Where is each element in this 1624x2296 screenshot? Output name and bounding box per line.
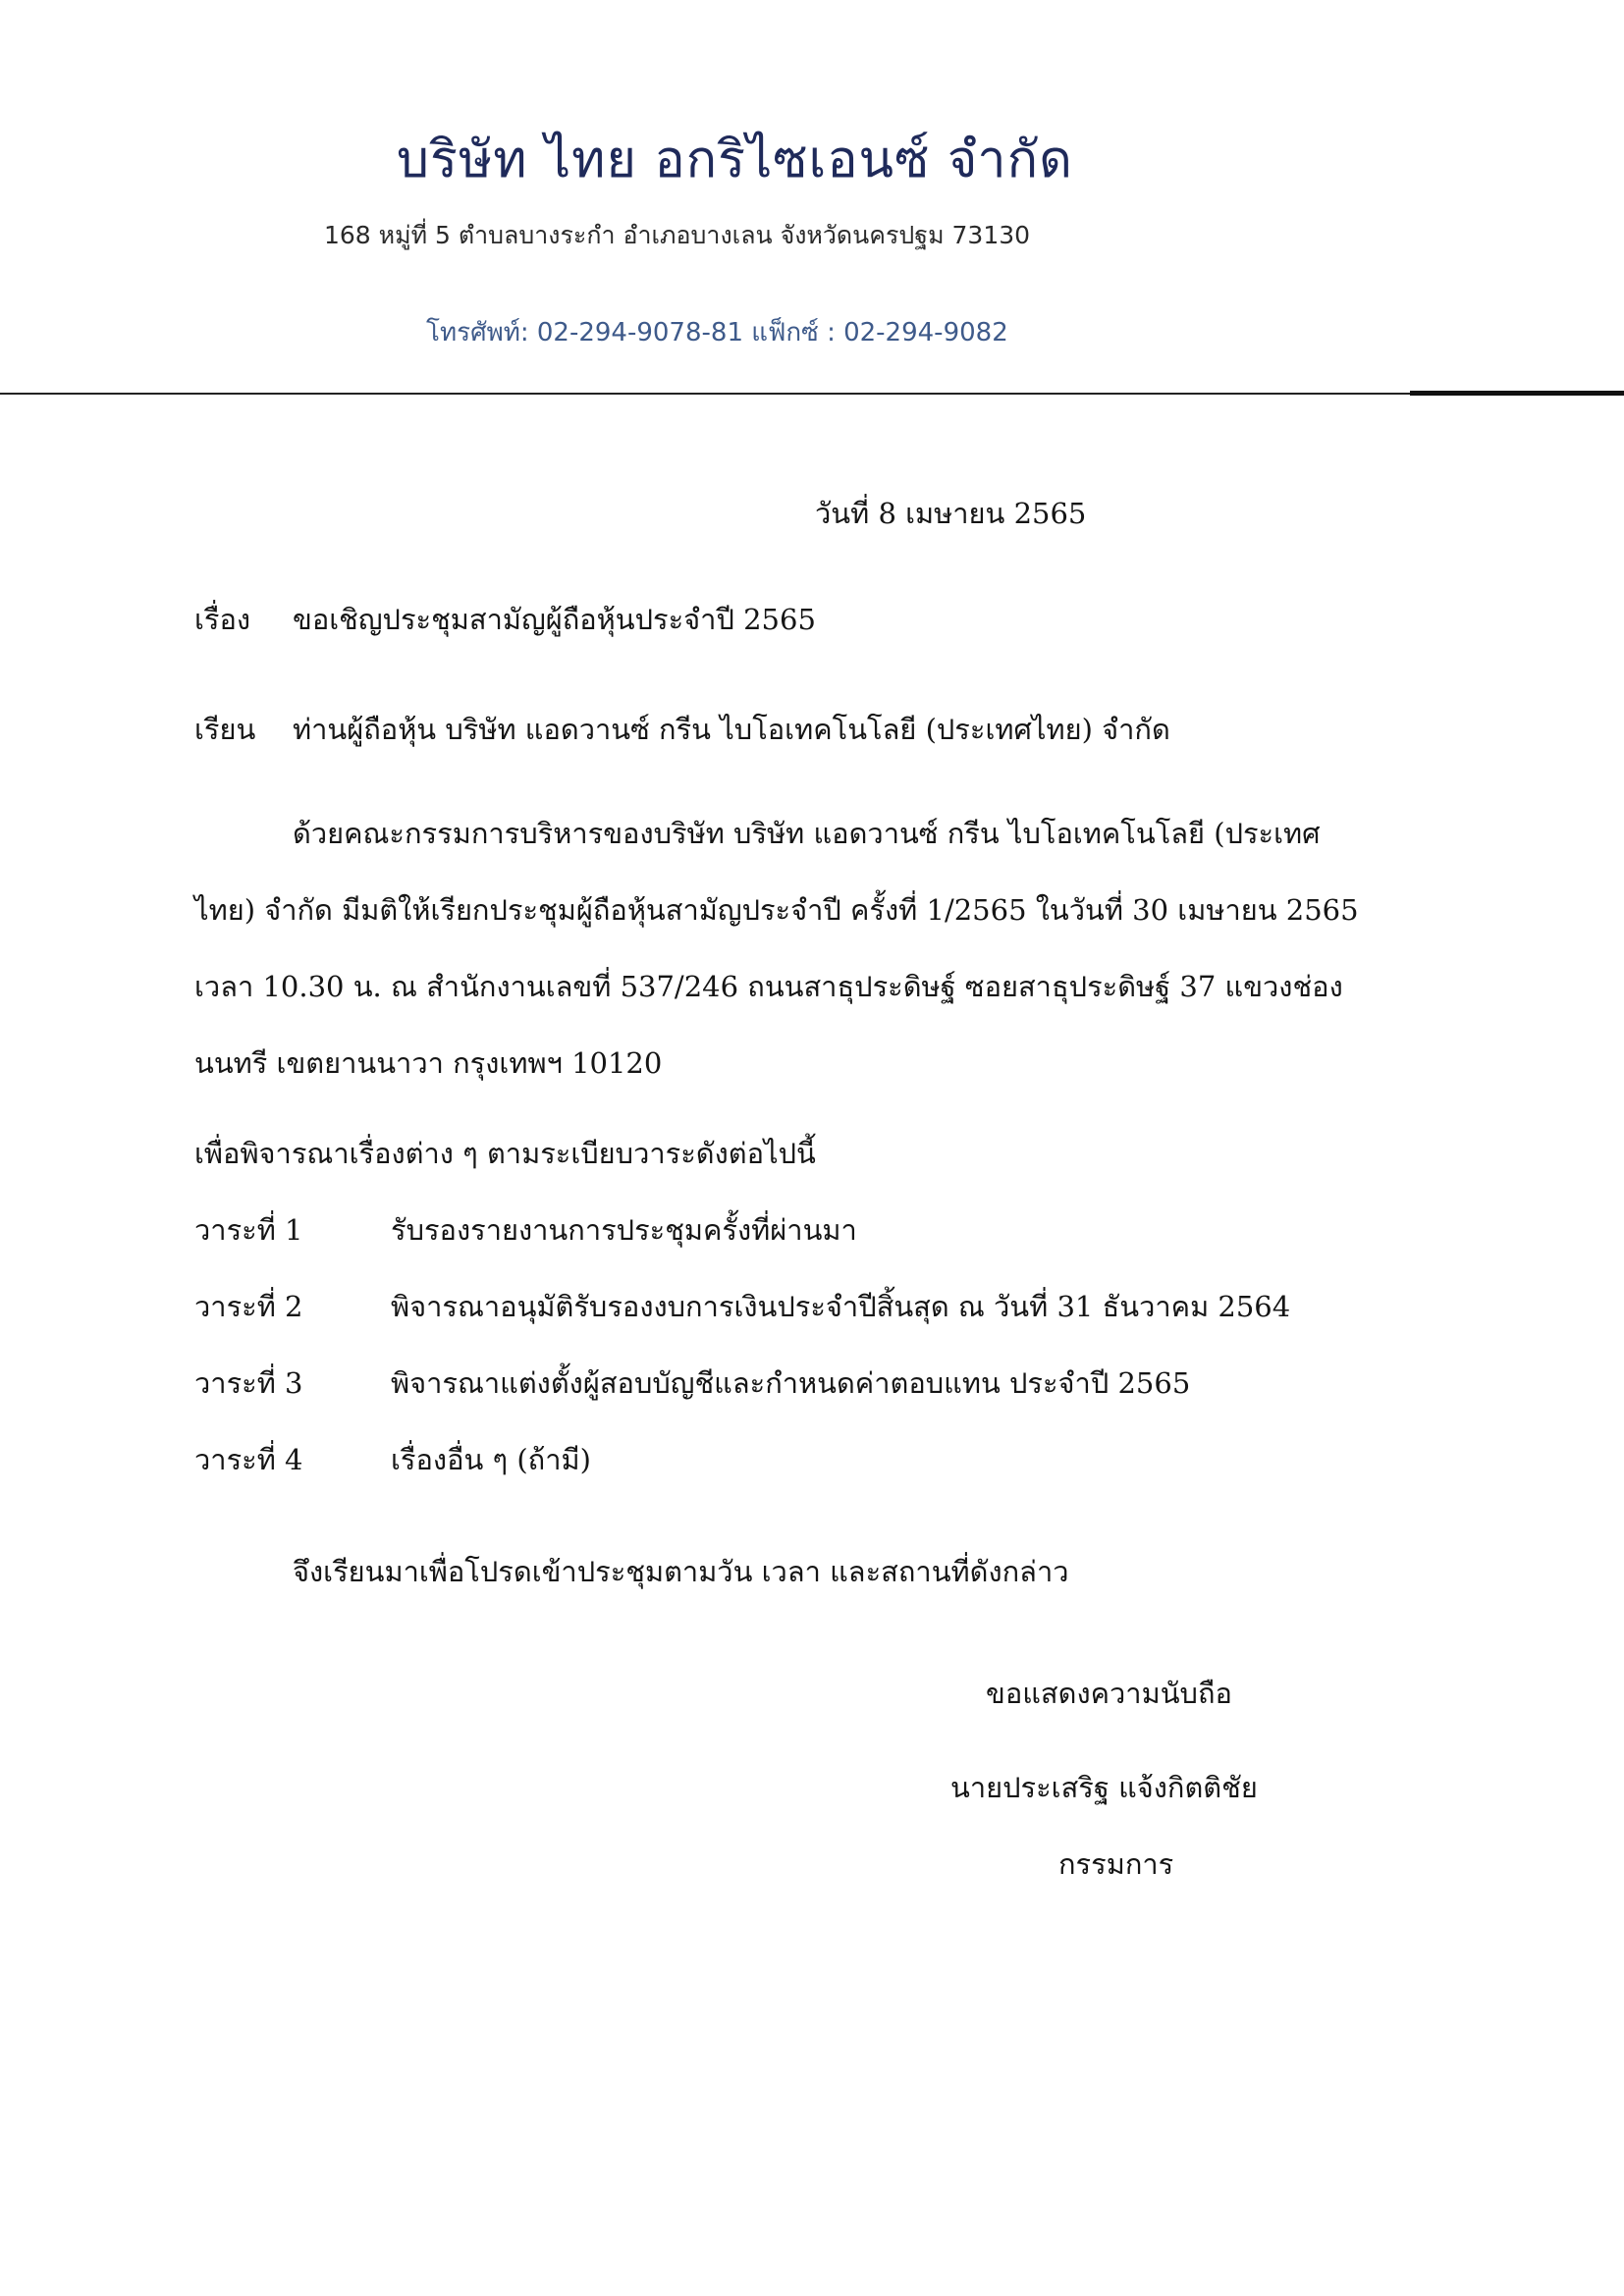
recipient-text: ท่านผู้ถือหุ้น บริษัท แอดวานซ์ กรีน ไบโอเทคโนโลยี (ประเทศไทย) จำกัด xyxy=(293,713,1170,746)
body-line: นนทรี เขตยานนาวา กรุงเทพฯ 10120 xyxy=(194,1046,663,1080)
body-line: ด้วยคณะกรรมการบริหารของบริษัท บริษัท แอดวานซ์ กรีน ไบโอเทคโนโลยี (ประเทศ xyxy=(293,817,1321,850)
letter-date: วันที่ 8 เมษายน 2565 xyxy=(815,497,1087,530)
regards-text: ขอแสดงความนับถือ xyxy=(986,1677,1232,1710)
company-name: บริษัท ไทย อกริไซเอนซ์ จำกัด xyxy=(397,131,1073,189)
agenda-item-text: พิจารณาอนุมัติรับรองงบการเงินประจำปีสิ้นสุด ณ วันที่ 31 ธันวาคม 2564 xyxy=(391,1290,1291,1323)
signer-position: กรรมการ xyxy=(1058,1847,1174,1881)
company-address: 168 หมู่ที่ 5 ตำบลบางระกำ อำเภอบางเลน จังหวัดนครปฐม 73130 xyxy=(324,221,1031,249)
recipient-label: เรียน xyxy=(194,713,256,746)
agenda-item-text: รับรองรายงานการประชุมครั้งที่ผ่านมา xyxy=(391,1213,857,1247)
subject-text: ขอเชิญประชุมสามัญผู้ถือหุ้นประจำปี 2565 xyxy=(293,603,816,636)
body-line: เวลา 10.30 น. ณ สำนักงานเลขที่ 537/246 ถนนสาธุประดิษฐ์ ซอยสาธุประดิษฐ์ 37 แขวงช่อง xyxy=(194,970,1343,1003)
agenda-item-label: วาระที่ 4 xyxy=(194,1443,303,1476)
company-phone-fax: โทรศัพท์: 02-294-9078-81 แฟ็กซ์ : 02-294-9082 xyxy=(426,318,1008,347)
closing-text: จึงเรียนมาเพื่อโปรดเข้าประชุมตามวัน เวลา และสถานที่ดังกล่าว xyxy=(293,1555,1069,1588)
body-line: ไทย) จำกัด มีมติให้เรียกประชุมผู้ถือหุ้นสามัญประจำปี ครั้งที่ 1/2565 ในวันที่ 30 เมษายน 2565 xyxy=(194,893,1359,927)
signer-name: นายประเสริฐ แจ้งกิตติชัย xyxy=(950,1771,1258,1804)
letterhead-divider-accent xyxy=(1410,391,1624,396)
agenda-item-text: เรื่องอื่น ๆ (ถ้ามี) xyxy=(391,1443,591,1476)
agenda-item-label: วาระที่ 3 xyxy=(194,1366,303,1400)
agenda-item-label: วาระที่ 2 xyxy=(194,1290,303,1323)
agenda-intro: เพื่อพิจารณาเรื่องต่าง ๆ ตามระเบียบวาระดังต่อไปนี้ xyxy=(194,1137,816,1170)
subject-label: เรื่อง xyxy=(194,603,251,636)
agenda-item-text: พิจารณาแต่งตั้งผู้สอบบัญชีและกำหนดค่าตอบแทน ประจำปี 2565 xyxy=(391,1366,1191,1400)
agenda-item-label: วาระที่ 1 xyxy=(194,1213,303,1247)
letterhead-divider xyxy=(0,393,1624,395)
